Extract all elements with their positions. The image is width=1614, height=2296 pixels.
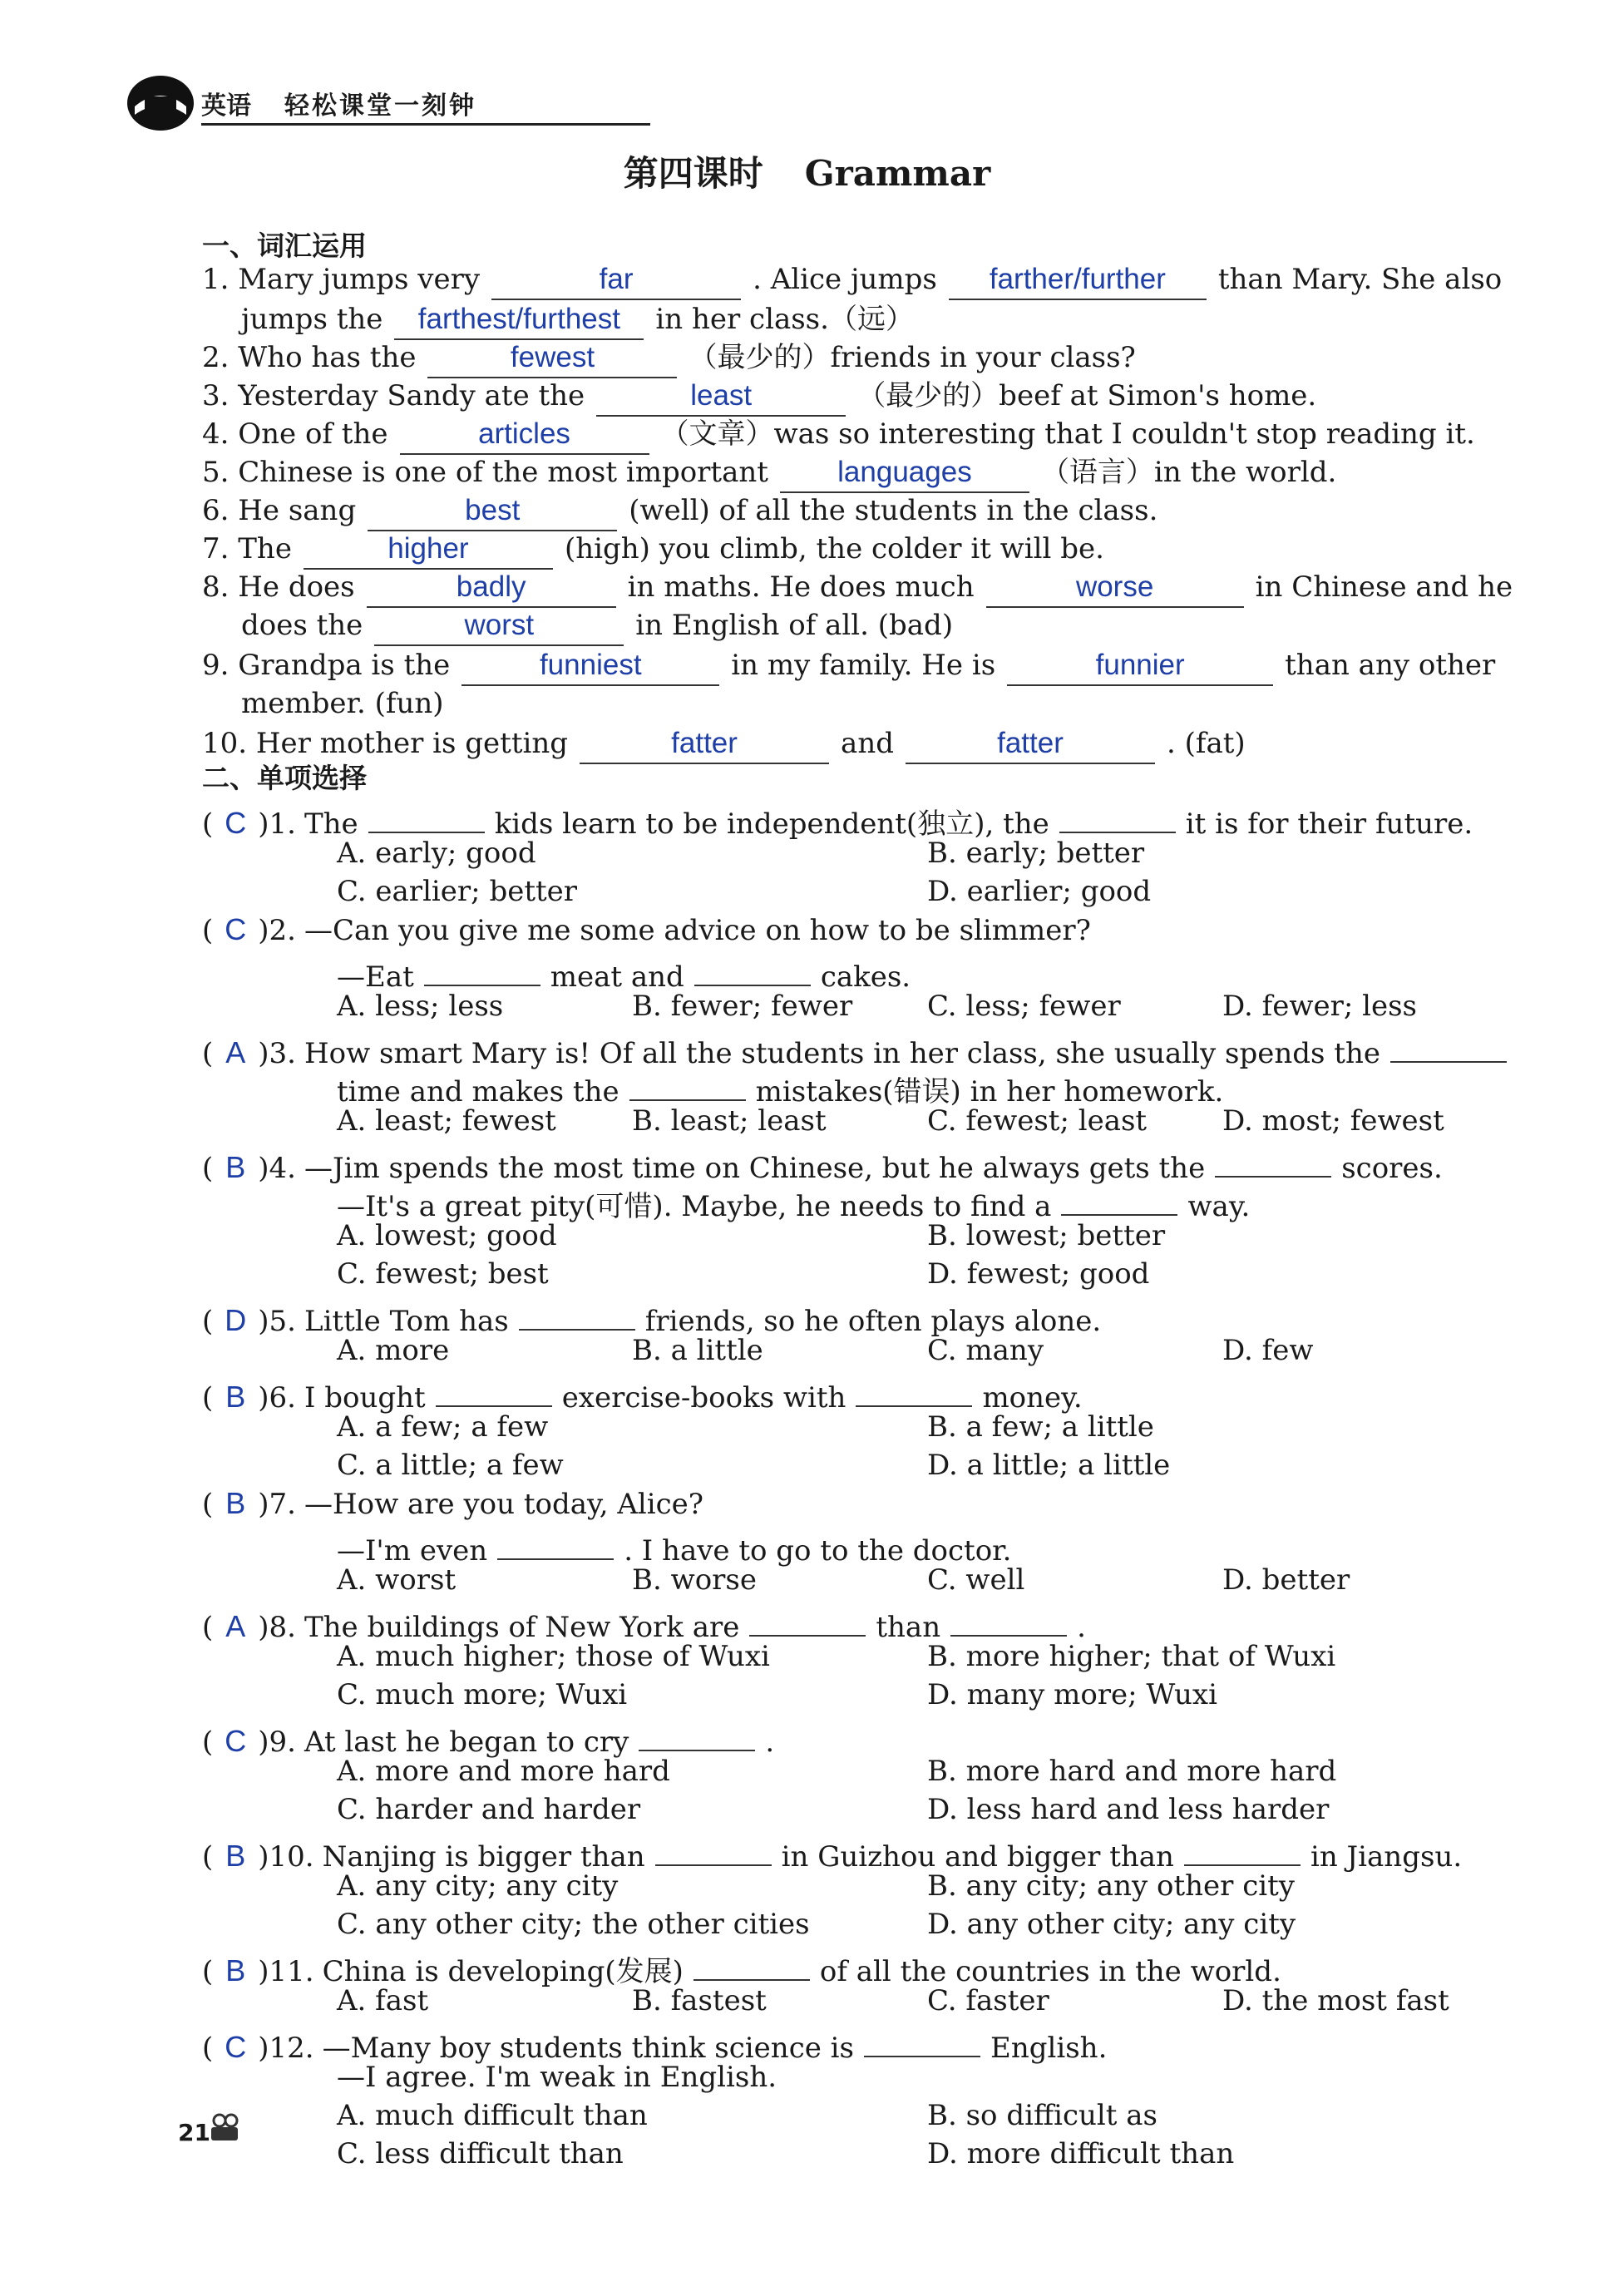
paren-open: ( — [202, 807, 214, 841]
option-a: A. less; less — [337, 990, 504, 1023]
question-line — [202, 1028, 1517, 1070]
question-number: )6. — [258, 1381, 296, 1415]
option-b: B. early; better — [927, 837, 1145, 870]
option-c: C. fewest; best — [337, 1257, 549, 1291]
line-text: in English of all. (bad) — [635, 609, 954, 642]
choice-blank — [864, 2022, 980, 2057]
option-b: B. fewer; fewer — [632, 990, 853, 1023]
choice-blank — [655, 1831, 772, 1866]
option-d: D. the most fast — [1222, 1984, 1449, 2017]
choice-blank — [424, 951, 540, 986]
choice-blank — [1059, 798, 1176, 833]
question-number: )7. — [258, 1488, 296, 1521]
option-b: B. any city; any other city — [927, 1869, 1296, 1903]
answer-blank: higher — [304, 535, 553, 570]
answer-letter: D — [225, 1303, 247, 1337]
stem-text: —Jim spends the most time on Chinese, but he always gets the — [304, 1152, 1206, 1185]
stem-text: than — [876, 1611, 941, 1644]
question-line-cont — [337, 1525, 1012, 1568]
stem-text: mistakes(错误) in her homework. — [755, 1075, 1224, 1108]
line-text: in my family. He is — [731, 649, 996, 682]
question-line — [202, 2022, 1107, 2065]
question-line-cont — [337, 2061, 777, 2094]
line-text: than Mary. She also — [1217, 263, 1503, 296]
camera-decoration-icon — [208, 2111, 241, 2144]
line-text: 7. The — [202, 532, 292, 565]
question-stem — [304, 1305, 1101, 1338]
title-en: Grammar — [804, 153, 991, 194]
answer-blank: worse — [986, 573, 1244, 608]
option-d: D. most; fewest — [1222, 1104, 1444, 1138]
answer-letter: B — [225, 1486, 246, 1520]
line-text: jumps the — [241, 303, 383, 336]
line-text: 10. Her mother is getting — [202, 727, 569, 760]
stem-text: At last he began to cry — [304, 1726, 629, 1759]
line-text: does the — [241, 609, 363, 642]
answer-letter: C — [225, 1724, 247, 1758]
section2-heading: 二、单项选择 — [202, 762, 367, 794]
line-text: than any other — [1285, 649, 1496, 682]
stem-text: . I have to go to the doctor. — [624, 1534, 1012, 1568]
question-stem — [304, 1381, 1083, 1415]
option-c: C. faster — [927, 1984, 1049, 2017]
answer-blank: worst — [374, 611, 624, 646]
option-b: B. so difficult as — [927, 2099, 1157, 2132]
stem-text: of all the countries in the world. — [819, 1955, 1281, 1988]
choice-blank — [856, 1372, 972, 1407]
option-c: C. many — [927, 1334, 1044, 1367]
question-stem — [304, 1488, 703, 1521]
page-number: 21 — [178, 2119, 210, 2146]
stem-text: meat and — [550, 960, 684, 994]
line-text: and — [841, 727, 894, 760]
option-c: C. a little; a few — [337, 1449, 564, 1482]
option-b: B. a few; a little — [927, 1410, 1154, 1444]
line-text: 9. Grandpa is the — [202, 649, 451, 682]
option-a: A. much difficult than — [337, 2099, 648, 2132]
line-text: (high) you climb, the colder it will be. — [564, 532, 1104, 565]
line-text: 2. Who has the — [202, 341, 417, 374]
option-b: B. more higher; that of Wuxi — [927, 1640, 1336, 1673]
choice-blank — [519, 1296, 635, 1331]
book-logo-icon — [125, 73, 196, 133]
answer-blank: least — [596, 382, 846, 417]
question-line — [202, 1487, 703, 1521]
question-number: )11. — [258, 1955, 314, 1988]
choice-blank — [436, 1372, 552, 1407]
answer-letter: A — [225, 1035, 246, 1069]
vocab-line — [202, 532, 1104, 570]
option-d: D. many more; Wuxi — [927, 1678, 1217, 1711]
answer-letter: B — [225, 1150, 246, 1184]
header-series: 轻松课堂一刻钟 — [284, 91, 476, 121]
option-a: A. any city; any city — [337, 1869, 619, 1903]
stem-text: —I agree. I'm weak in English. — [337, 2061, 777, 2094]
paren-open: ( — [202, 1955, 214, 1988]
question-stem — [304, 807, 1473, 841]
line-text: 5. Chinese is one of the most important — [202, 456, 768, 489]
question-number: )3. — [258, 1037, 296, 1070]
stem-text: it is for their future. — [1185, 807, 1473, 841]
option-d: D. earlier; good — [927, 875, 1152, 908]
question-stem — [304, 1037, 1517, 1070]
paren-open: ( — [202, 1611, 214, 1644]
choice-blank — [1390, 1028, 1507, 1063]
option-c: C. well — [927, 1563, 1025, 1597]
question-line — [202, 1946, 1281, 1988]
answer-blank: farther/further — [949, 265, 1207, 300]
question-number: )1. — [258, 807, 296, 841]
question-line-cont — [337, 1181, 1250, 1223]
vocab-line — [202, 379, 1316, 417]
question-stem — [323, 1955, 1281, 1988]
question-number: )2. — [258, 914, 296, 947]
stem-text: friends, so he often plays alone. — [644, 1305, 1102, 1338]
vocab-line — [202, 417, 1475, 455]
choice-blank — [1215, 1143, 1331, 1178]
option-a: A. more — [337, 1334, 450, 1367]
question-line — [202, 1372, 1083, 1415]
question-line — [202, 1831, 1462, 1874]
option-d: D. a little; a little — [927, 1449, 1171, 1482]
choice-blank — [694, 951, 811, 986]
vocab-line — [202, 494, 1157, 531]
header-rule — [201, 123, 650, 126]
choice-blank — [1184, 1831, 1301, 1866]
answer-letter: B — [225, 1839, 246, 1873]
line-text: . (fat) — [1166, 727, 1246, 760]
choice-blank — [749, 1602, 866, 1637]
option-d: D. fewer; less — [1222, 990, 1417, 1023]
paren-open: ( — [202, 914, 214, 947]
option-b: B. more hard and more hard — [927, 1755, 1337, 1788]
stem-text: —Can you give me some advice on how to be slimmer? — [304, 914, 1091, 947]
line-text: in her class.（远） — [655, 303, 914, 336]
vocab-line — [241, 687, 444, 720]
option-a: A. least; fewest — [337, 1104, 556, 1138]
question-number: )10. — [258, 1840, 314, 1874]
option-c: C. earlier; better — [337, 875, 578, 908]
option-a: A. lowest; good — [337, 1219, 557, 1252]
question-stem — [304, 1152, 1443, 1185]
header-text — [201, 85, 476, 121]
stem-text: —Many boy students think science is — [322, 2032, 854, 2065]
option-d: D. few — [1222, 1334, 1314, 1367]
paren-open: ( — [202, 1305, 214, 1338]
stem-text: English. — [990, 2032, 1108, 2065]
stem-text: Little Tom has — [304, 1305, 509, 1338]
paren-open: ( — [202, 1840, 214, 1874]
choice-blank — [497, 1525, 614, 1560]
question-number: )12. — [258, 2032, 314, 2065]
answer-letter: A — [225, 1609, 246, 1643]
option-c: C. less; fewer — [927, 990, 1121, 1023]
choice-blank — [693, 1946, 810, 1981]
line-text: . Alice jumps — [753, 263, 937, 296]
vocab-line — [202, 649, 1495, 686]
question-line — [202, 1716, 774, 1759]
question-number: )8. — [258, 1611, 296, 1644]
stem-text: Nanjing is bigger than — [322, 1840, 645, 1874]
choice-blank — [629, 1066, 746, 1101]
answer-blank: badly — [367, 573, 616, 608]
page-title — [0, 146, 1614, 196]
stem-text: How smart Mary is! Of all the students in her class, she usually spends the — [304, 1037, 1380, 1070]
option-b: B. lowest; better — [927, 1219, 1166, 1252]
stem-text: China is developing(发展) — [322, 1955, 684, 1988]
answer-blank: funniest — [461, 651, 719, 686]
answer-letter: C — [225, 912, 247, 946]
line-text: （语言）in the world. — [1040, 456, 1337, 489]
answer-blank: languages — [780, 458, 1029, 493]
question-number: )9. — [258, 1726, 296, 1759]
option-a: A. fast — [337, 1984, 429, 2017]
vocab-line — [202, 456, 1336, 493]
answer-blank: articles — [400, 420, 649, 455]
vocab-line — [202, 570, 1513, 608]
line-text: (well) of all the students in the class. — [629, 494, 1158, 527]
choice-blank — [950, 1602, 1067, 1637]
question-line — [202, 798, 1473, 841]
stem-text: scores. — [1341, 1152, 1443, 1185]
line-text: 8. He does — [202, 570, 355, 604]
question-number: )4. — [258, 1152, 296, 1185]
answer-letter: C — [225, 806, 247, 840]
vocab-line — [202, 341, 1136, 378]
line-text: （文章）was so interesting that I couldn't stop reading it. — [660, 417, 1475, 451]
question-line-cont — [337, 951, 911, 994]
stem-text: The buildings of New York are — [304, 1611, 740, 1644]
stem-text: —Eat — [337, 960, 414, 994]
answer-blank: fatter — [580, 729, 829, 764]
paren-open: ( — [202, 2032, 214, 2065]
option-a: A. early; good — [337, 837, 536, 870]
paren-open: ( — [202, 1152, 214, 1185]
option-b: B. a little — [632, 1334, 763, 1367]
option-d: D. better — [1222, 1563, 1350, 1597]
section1-heading: 一、词汇运用 — [202, 230, 367, 262]
vocab-line — [202, 263, 1502, 300]
option-d: D. fewest; good — [927, 1257, 1150, 1291]
choice-blank — [639, 1716, 755, 1751]
option-c: C. much more; Wuxi — [337, 1678, 628, 1711]
answer-letter: B — [225, 1380, 246, 1414]
option-c: C. less difficult than — [337, 2137, 624, 2170]
stem-text: The — [304, 807, 358, 841]
paren-open: ( — [202, 1488, 214, 1521]
option-c: C. harder and harder — [337, 1793, 641, 1826]
question-stem — [304, 914, 1091, 947]
option-d: D. less hard and less harder — [927, 1793, 1330, 1826]
question-stem — [323, 2032, 1108, 2065]
line-text: 6. He sang — [202, 494, 357, 527]
question-stem — [304, 1726, 774, 1759]
option-d: D. more difficult than — [927, 2137, 1235, 2170]
stem-text: money. — [982, 1381, 1083, 1415]
option-c: C. any other city; the other cities — [337, 1908, 810, 1941]
line-text: （最少的）beef at Simon's home. — [857, 379, 1317, 412]
answer-letter: B — [225, 1953, 246, 1987]
option-b: B. least; least — [632, 1104, 827, 1138]
vocab-line — [241, 303, 914, 340]
stem-text: cakes. — [820, 960, 911, 994]
paren-open: ( — [202, 1037, 214, 1070]
question-stem — [323, 1840, 1463, 1874]
question-line — [202, 913, 1091, 947]
stem-text: —I'm even — [337, 1534, 488, 1568]
question-line-cont — [337, 1066, 1223, 1108]
answer-letter: C — [225, 2030, 247, 2064]
question-stem — [304, 1611, 1086, 1644]
question-line — [202, 1296, 1101, 1338]
stem-text: in Guizhou and bigger than — [781, 1840, 1174, 1874]
line-text: in maths. He does much — [627, 570, 975, 604]
stem-text: time and makes the — [337, 1075, 619, 1108]
answer-blank: best — [368, 496, 617, 531]
option-a: A. worst — [337, 1563, 457, 1597]
choice-blank — [1061, 1181, 1177, 1216]
stem-text: —It's a great pity(可惜). Maybe, he needs to find a — [337, 1190, 1052, 1223]
stem-text: . — [1077, 1611, 1086, 1644]
header-subject: 英语 — [201, 91, 251, 121]
stem-text: —How are you today, Alice? — [304, 1488, 704, 1521]
answer-blank: fatter — [906, 729, 1155, 764]
option-a: A. more and more hard — [337, 1755, 670, 1788]
stem-text: . — [765, 1726, 775, 1759]
stem-text: I bought — [304, 1381, 426, 1415]
line-text: 1. Mary jumps very — [202, 263, 481, 296]
option-b: B. fastest — [632, 1984, 767, 2017]
stem-text: kids learn to be independent(独立), the — [494, 807, 1049, 841]
choice-blank — [368, 798, 485, 833]
option-d: D. any other city; any city — [927, 1908, 1296, 1941]
line-text: 4. One of the — [202, 417, 388, 451]
line-text: in Chinese and he — [1255, 570, 1513, 604]
paren-open: ( — [202, 1726, 214, 1759]
answer-blank: farthest/furthest — [394, 305, 644, 340]
option-b: B. worse — [632, 1563, 757, 1597]
stem-text: in Jiangsu. — [1310, 1840, 1463, 1874]
question-line — [202, 1143, 1443, 1185]
question-line — [202, 1602, 1086, 1644]
answer-blank: fewest — [427, 343, 677, 378]
line-text: 3. Yesterday Sandy ate the — [202, 379, 585, 412]
stem-text: exercise-books with — [561, 1381, 846, 1415]
option-a: A. a few; a few — [337, 1410, 549, 1444]
stem-text: way. — [1187, 1190, 1251, 1223]
question-number: )5. — [258, 1305, 296, 1338]
option-a: A. much higher; those of Wuxi — [337, 1640, 770, 1673]
line-text: member. (fun) — [241, 687, 444, 720]
answer-blank: far — [491, 265, 741, 300]
option-c: C. fewest; least — [927, 1104, 1148, 1138]
vocab-line — [241, 609, 953, 646]
answer-blank: funnier — [1007, 651, 1273, 686]
title-cn: 第四课时 — [623, 153, 763, 194]
paren-open: ( — [202, 1381, 214, 1415]
line-text: （最少的）friends in your class? — [689, 341, 1136, 374]
